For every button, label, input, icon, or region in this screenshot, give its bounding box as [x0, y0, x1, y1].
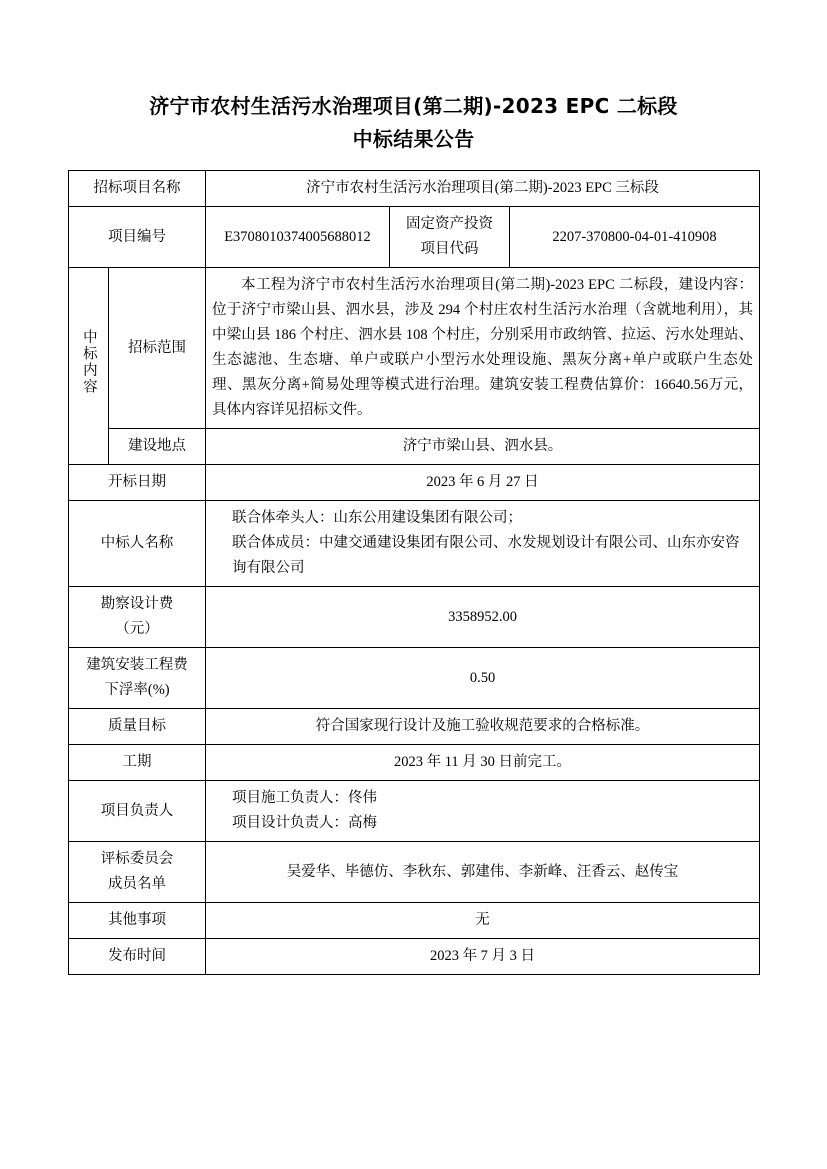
announcement-table — [68, 170, 760, 975]
asset-code-value: 2207-370800-04-01-410908 — [510, 207, 760, 268]
table-row — [69, 268, 760, 429]
committee-label — [69, 842, 206, 903]
committee-label-line-2: 成员名单 — [108, 876, 166, 892]
table-row — [69, 939, 760, 975]
discount-rate-label-line-1: 建筑安装工程费 — [86, 657, 188, 673]
winner-label: 中标人名称 — [69, 501, 206, 587]
discount-rate-label — [69, 648, 206, 709]
table-row — [69, 501, 760, 587]
survey-fee-value: 3358952.00 — [206, 587, 760, 648]
table-row — [69, 587, 760, 648]
table-row — [69, 207, 760, 268]
bid-scope-value: 本工程为济宁市农村生活污水治理项目(第二期)-2023 EPC 二标段，建设内容：位于济宁市梁山县、泗水县，涉及 294 个村庄农村生活污水治理（含就地利用），其中梁山县 186 个村庄、泗水县 108 个村庄，分别采用市政纳管、拉运、污水处理站、生态滤池、生态塘、单户或联户小型污水处理设施、黑灰分离+单户或联户生态处理、黑灰分离+简易处理等模式进行治理。建筑安装工程费估算价：16640.56万元，具体内容详见招标文件。 — [206, 268, 760, 429]
table-row — [69, 709, 760, 745]
table-row — [69, 648, 760, 709]
winner-line-2: 联合体成员：中建交通建设集团有限公司、水发规划设计有限公司、山东亦安咨询有限公司 — [232, 535, 740, 576]
committee-value: 吴爱华、毕德仿、李秋东、郭建伟、李新峰、汪香云、赵传宝 — [206, 842, 760, 903]
design-manager-name: 高梅 — [348, 815, 377, 831]
asset-code-label-line-1: 固定资产投资 — [406, 216, 493, 232]
discount-rate-value: 0.50 — [206, 648, 760, 709]
table-row — [69, 171, 760, 207]
asset-code-label — [390, 207, 510, 268]
committee-label-line-1: 评标委员会 — [100, 851, 174, 867]
page-title-line-1: 济宁市农村生活污水治理项目(第二期)-2023 EPC 二标段 — [149, 94, 678, 118]
page-title — [68, 90, 759, 156]
duration-value: 2023 年 11 月 30 日前完工。 — [206, 745, 760, 781]
table-row — [69, 465, 760, 501]
quality-value: 符合国家现行设计及施工验收规范要求的合格标准。 — [206, 709, 760, 745]
winner-value — [206, 501, 760, 587]
bid-scope-label: 招标范围 — [109, 268, 206, 429]
table-row — [69, 429, 760, 465]
site-label: 建设地点 — [109, 429, 206, 465]
publish-time-value: 2023 年 7 月 3 日 — [206, 939, 760, 975]
design-manager-prefix: 项目设计负责人： — [232, 815, 348, 831]
quality-label: 质量目标 — [69, 709, 206, 745]
project-name-value: 济宁市农村生活污水治理项目(第二期)-2023 EPC 三标段 — [206, 171, 760, 207]
project-code-value: E3708010374005688012 — [206, 207, 390, 268]
bid-content-label: 中标内容 — [69, 268, 109, 465]
project-manager-label: 项目负责人 — [69, 781, 206, 842]
project-code-label: 项目编号 — [69, 207, 206, 268]
construction-manager-line — [212, 786, 753, 811]
discount-rate-label-line-2: 下浮率(%) — [104, 682, 170, 698]
publish-time-label: 发布时间 — [69, 939, 206, 975]
duration-label: 工期 — [69, 745, 206, 781]
other-matters-label: 其他事项 — [69, 903, 206, 939]
table-row — [69, 745, 760, 781]
survey-fee-label-line-1: 勘察设计费 — [100, 596, 174, 612]
project-name-label: 招标项目名称 — [69, 171, 206, 207]
open-date-label: 开标日期 — [69, 465, 206, 501]
survey-fee-label — [69, 587, 206, 648]
table-row — [69, 903, 760, 939]
construction-manager-name: 佟伟 — [348, 790, 377, 806]
design-manager-line — [212, 811, 753, 836]
site-value: 济宁市梁山县、泗水县。 — [206, 429, 760, 465]
table-row — [69, 842, 760, 903]
asset-code-label-line-2: 项目代码 — [420, 241, 479, 257]
winner-line-1: 联合体牵头人：山东公用建设集团有限公司； — [232, 510, 522, 526]
survey-fee-label-line-2: （元） — [115, 621, 159, 637]
page-title-line-2: 中标结果公告 — [352, 127, 475, 151]
open-date-value: 2023 年 6 月 27 日 — [206, 465, 760, 501]
construction-manager-prefix: 项目施工负责人： — [232, 790, 348, 806]
other-matters-value: 无 — [206, 903, 760, 939]
table-row — [69, 781, 760, 842]
project-manager-value — [206, 781, 760, 842]
